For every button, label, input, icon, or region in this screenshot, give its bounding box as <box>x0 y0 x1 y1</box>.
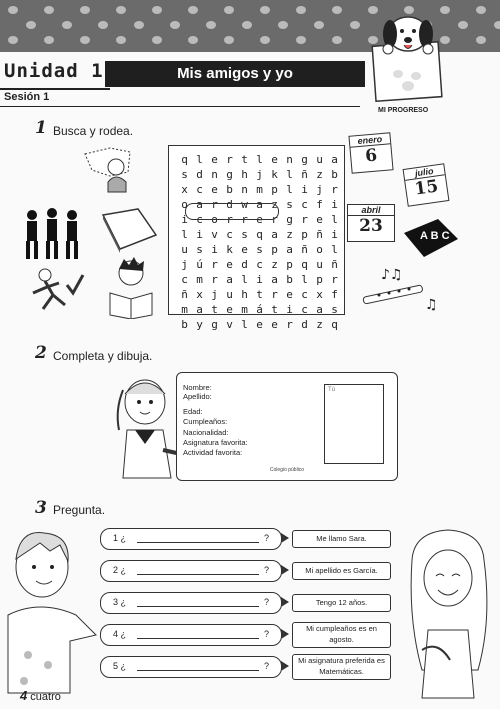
paw-print-icon <box>26 21 36 29</box>
grid-letter[interactable]: r <box>331 273 338 286</box>
grid-letter[interactable]: m <box>181 303 188 316</box>
grid-letter[interactable]: b <box>286 273 293 286</box>
paw-print-icon <box>44 36 54 44</box>
question-row <box>100 592 282 614</box>
unit-label: Unidad 1 <box>4 60 104 82</box>
grid-letter[interactable]: p <box>301 228 308 241</box>
grid-letter[interactable]: l <box>286 168 293 181</box>
grid-letter[interactable]: r <box>226 153 233 166</box>
grid-letter[interactable]: a <box>271 273 278 286</box>
photo-label: Tú <box>328 387 336 393</box>
calendar-april <box>347 204 395 242</box>
grid-letter[interactable]: j <box>256 168 263 181</box>
grid-letter[interactable]: ú <box>196 258 203 271</box>
paw-print-icon <box>476 6 486 14</box>
grid-letter[interactable]: b <box>331 168 338 181</box>
grid-letter[interactable]: g <box>286 213 293 226</box>
question-row <box>100 528 282 550</box>
grid-letter[interactable]: r <box>211 273 218 286</box>
grid-letter[interactable]: ñ <box>301 243 308 256</box>
grid-letter[interactable]: s <box>196 243 203 256</box>
circled-word-oval <box>185 203 279 220</box>
grid-letter[interactable]: r <box>211 198 218 211</box>
grid-letter[interactable]: l <box>331 213 338 226</box>
grid-letter[interactable]: e <box>211 183 218 196</box>
photo-box[interactable] <box>324 384 384 464</box>
divider <box>0 88 110 90</box>
grid-letter[interactable]: l <box>241 318 248 331</box>
grid-letter[interactable]: x <box>196 288 203 301</box>
grid-letter[interactable]: t <box>271 303 278 316</box>
grid-letter[interactable]: i <box>301 183 308 196</box>
grid-letter[interactable]: q <box>181 153 188 166</box>
grid-letter[interactable]: c <box>226 228 233 241</box>
answer-box: Mi asignatura preferida es Matemáticas. <box>292 654 391 680</box>
divider <box>0 106 360 107</box>
grid-letter[interactable]: z <box>271 198 278 211</box>
grid-letter[interactable]: b <box>226 183 233 196</box>
grid-letter[interactable]: e <box>286 288 293 301</box>
grid-letter[interactable]: a <box>316 303 323 316</box>
flute-music-icon <box>355 265 455 317</box>
grid-letter[interactable]: a <box>331 153 338 166</box>
page-number: 4 <box>20 688 28 703</box>
grid-letter[interactable]: u <box>181 243 188 256</box>
grid-row <box>177 317 342 332</box>
paw-print-icon <box>134 21 144 29</box>
calendar-month: julio <box>404 164 445 180</box>
paw-print-icon <box>224 36 234 44</box>
paw-print-icon <box>314 21 324 29</box>
question-number: 4 ¿ <box>113 629 127 639</box>
grid-letter[interactable]: c <box>301 303 308 316</box>
grid-letter[interactable]: f <box>316 198 323 211</box>
grid-letter[interactable]: l <box>181 228 188 241</box>
grid-letter[interactable]: u <box>226 288 233 301</box>
grid-letter[interactable]: g <box>301 153 308 166</box>
field-cumpleanos: Cumpleaños: <box>183 417 228 426</box>
grid-letter[interactable]: m <box>196 273 203 286</box>
grid-letter[interactable]: e <box>271 318 278 331</box>
grid-letter[interactable]: c <box>181 273 188 286</box>
grid-letter[interactable]: ñ <box>331 258 338 271</box>
paw-print-icon <box>116 6 126 14</box>
grid-letter[interactable]: y <box>196 318 203 331</box>
page-title: Mis amigos y yo <box>105 61 365 87</box>
dancers-icon <box>18 205 86 263</box>
paw-print-icon <box>296 36 306 44</box>
grid-letter[interactable]: j <box>181 258 188 271</box>
paw-print-icon <box>98 21 108 29</box>
girl-pointing-icon <box>105 370 185 482</box>
page-word: cuatro <box>30 691 61 703</box>
grid-letter[interactable]: ñ <box>301 168 308 181</box>
spain-map-boy-icon <box>80 142 135 194</box>
arrow-right-icon <box>281 565 289 575</box>
paw-print-icon <box>476 36 486 44</box>
grid-letter[interactable]: t <box>211 303 218 316</box>
svg-text:♫: ♫ <box>425 297 438 313</box>
paw-print-icon <box>44 6 54 14</box>
grid-letter[interactable]: l <box>241 273 248 286</box>
grid-letter[interactable]: x <box>181 183 188 196</box>
grid-letter[interactable]: g <box>211 318 218 331</box>
book-letters: A B C <box>420 230 450 242</box>
calendar-month: abril <box>348 205 394 216</box>
grid-letter[interactable]: b <box>181 318 188 331</box>
grid-letter[interactable]: k <box>271 168 278 181</box>
field-actividad: Actividad favorita: <box>183 448 243 457</box>
paw-print-icon <box>206 21 216 29</box>
field-nombre: Nombre: <box>183 383 212 392</box>
grid-letter[interactable]: i <box>196 228 203 241</box>
question-mark: ? <box>264 533 270 543</box>
paw-print-icon <box>188 36 198 44</box>
grid-letter[interactable]: w <box>241 198 248 211</box>
grid-letter[interactable]: c <box>301 288 308 301</box>
progress-label: MI PROGRESO <box>378 107 429 114</box>
grid-letter[interactable]: n <box>241 183 248 196</box>
grid-letter[interactable]: a <box>256 198 263 211</box>
calendar-july <box>403 163 450 206</box>
grid-letter[interactable]: r <box>301 213 308 226</box>
grid-letter[interactable]: h <box>241 168 248 181</box>
grid-letter[interactable]: p <box>286 258 293 271</box>
paw-print-icon <box>116 36 126 44</box>
paw-print-icon <box>152 6 162 14</box>
calendar-day: 6 <box>364 145 379 167</box>
grid-letter[interactable]: c <box>256 258 263 271</box>
grid-letter[interactable]: o <box>211 213 218 226</box>
grid-letter[interactable]: r <box>286 318 293 331</box>
svg-text:♪♫: ♪♫ <box>381 267 403 283</box>
grid-row <box>177 272 342 287</box>
dog-mascot-icon <box>368 4 446 104</box>
paw-print-icon <box>494 21 500 29</box>
arrow-right-icon <box>281 597 289 607</box>
grid-letter[interactable]: ñ <box>316 228 323 241</box>
grid-letter[interactable]: h <box>241 288 248 301</box>
paw-print-icon <box>224 6 234 14</box>
grid-letter[interactable]: u <box>316 153 323 166</box>
grid-letter[interactable]: q <box>331 318 338 331</box>
grid-letter[interactable]: a <box>226 273 233 286</box>
grid-letter[interactable]: z <box>271 258 278 271</box>
grid-letter[interactable]: d <box>196 168 203 181</box>
answer-box: Mi apellido es García. <box>292 562 391 580</box>
grid-letter[interactable]: i <box>331 198 338 211</box>
paw-print-icon <box>296 6 306 14</box>
grid-row <box>177 242 342 257</box>
grid-letter[interactable]: c <box>301 198 308 211</box>
grid-letter[interactable]: v <box>226 318 233 331</box>
grid-letter[interactable]: m <box>256 183 263 196</box>
grid-letter[interactable]: n <box>286 153 293 166</box>
field-apellido: Apellido: <box>183 392 212 401</box>
grid-row <box>177 287 342 302</box>
grid-letter[interactable]: f <box>331 288 338 301</box>
grid-letter[interactable]: q <box>256 228 263 241</box>
grid-letter[interactable]: d <box>241 258 248 271</box>
question-answer-line[interactable] <box>137 638 259 639</box>
grid-letter[interactable]: j <box>211 288 218 301</box>
girl-smiling-icon <box>398 520 498 700</box>
question-number: 3 ¿ <box>113 597 127 607</box>
question-answer-line[interactable] <box>137 670 259 671</box>
grid-letter[interactable]: u <box>316 258 323 271</box>
boy-reading-icon <box>102 257 160 319</box>
question-mark: ? <box>264 565 270 575</box>
question-number: 1 ¿ <box>113 533 127 543</box>
paw-print-icon <box>188 6 198 14</box>
exercise-number: 3 <box>35 498 47 518</box>
question-row <box>100 624 282 646</box>
grid-letter[interactable]: o <box>181 198 188 211</box>
grid-letter[interactable]: á <box>256 303 263 316</box>
grid-letter[interactable]: i <box>181 213 188 226</box>
exercise-number: 1 <box>35 118 47 138</box>
grid-letter[interactable]: r <box>271 213 278 226</box>
grid-letter[interactable]: z <box>316 318 323 331</box>
grid-letter[interactable]: i <box>286 303 293 316</box>
page-footer <box>20 688 61 703</box>
grid-letter[interactable]: v <box>211 228 218 241</box>
grid-letter[interactable]: e <box>211 153 218 166</box>
grid-letter[interactable]: x <box>316 288 323 301</box>
grid-letter[interactable]: e <box>241 243 248 256</box>
grid-letter[interactable]: n <box>211 168 218 181</box>
paw-print-icon <box>62 21 72 29</box>
question-answer-line[interactable] <box>137 606 259 607</box>
id-card <box>176 372 398 481</box>
paw-print-icon <box>332 6 342 14</box>
grid-letter[interactable]: i <box>211 243 218 256</box>
word-search-grid <box>168 145 345 331</box>
abc-book-icon <box>400 215 462 263</box>
runner-icon <box>25 265 87 315</box>
grid-letter[interactable]: r <box>271 288 278 301</box>
boy-pointing-icon <box>0 515 100 695</box>
grid-letter[interactable]: a <box>196 303 203 316</box>
exercise-instruction: Pregunta. <box>53 503 106 517</box>
calendar-day: 23 <box>359 216 383 236</box>
grid-letter[interactable]: m <box>241 303 248 316</box>
grid-row <box>177 152 342 167</box>
paw-print-icon <box>350 21 360 29</box>
grid-letter[interactable]: e <box>256 318 263 331</box>
grid-letter[interactable]: l <box>331 243 338 256</box>
answer-box: Me llamo Sara. <box>292 530 391 548</box>
arrow-right-icon <box>281 661 289 671</box>
question-number: 5 ¿ <box>113 661 127 671</box>
grid-letter[interactable]: t <box>256 288 263 301</box>
question-answer-line[interactable] <box>137 574 259 575</box>
paw-print-icon <box>152 36 162 44</box>
exercise-number: 2 <box>35 343 47 363</box>
grid-letter[interactable]: r <box>211 258 218 271</box>
grid-letter[interactable]: o <box>316 243 323 256</box>
question-mark: ? <box>264 597 270 607</box>
grid-letter[interactable]: i <box>256 273 263 286</box>
grid-letter[interactable]: ñ <box>181 288 188 301</box>
question-answer-line[interactable] <box>137 542 259 543</box>
grid-letter[interactable]: r <box>226 213 233 226</box>
grid-letter[interactable]: s <box>331 303 338 316</box>
grid-row <box>177 257 342 272</box>
grid-letter[interactable]: p <box>271 243 278 256</box>
grid-letter[interactable]: s <box>286 198 293 211</box>
grid-row <box>177 182 342 197</box>
paw-print-icon <box>260 6 270 14</box>
word-search-table <box>177 152 342 332</box>
calendar-month: enero <box>350 133 391 147</box>
grid-letter[interactable]: j <box>316 183 323 196</box>
grid-row <box>177 302 342 317</box>
grid-letter[interactable]: l <box>256 153 263 166</box>
grid-letter[interactable]: i <box>331 228 338 241</box>
question-number: 2 ¿ <box>113 565 127 575</box>
question-row <box>100 560 282 582</box>
field-edad: Edad: <box>183 407 203 416</box>
grid-letter[interactable]: l <box>286 183 293 196</box>
grid-letter[interactable]: s <box>256 243 263 256</box>
card-footer: Colegio público <box>269 467 305 473</box>
paw-print-icon <box>80 6 90 14</box>
paw-print-icon <box>458 21 468 29</box>
calendar-day: 15 <box>413 176 440 200</box>
grid-letter[interactable]: d <box>226 198 233 211</box>
grid-letter[interactable]: p <box>271 183 278 196</box>
grid-letter[interactable]: c <box>196 183 203 196</box>
paw-print-icon <box>332 36 342 44</box>
grid-letter[interactable]: e <box>316 213 323 226</box>
grid-letter[interactable]: k <box>226 243 233 256</box>
grid-letter[interactable]: a <box>196 198 203 211</box>
grid-letter[interactable]: s <box>181 168 188 181</box>
arrow-right-icon <box>281 533 289 543</box>
arrow-right-icon <box>281 629 289 639</box>
paw-print-icon <box>8 6 18 14</box>
exercise-instruction: Busca y rodea. <box>53 124 134 138</box>
session-label: Sesión 1 <box>4 91 50 103</box>
grid-letter[interactable]: e <box>226 303 233 316</box>
question-mark: ? <box>264 629 270 639</box>
grid-letter[interactable]: s <box>241 228 248 241</box>
grid-letter[interactable]: p <box>316 273 323 286</box>
question-mark: ? <box>264 661 270 671</box>
grid-letter[interactable]: a <box>286 243 293 256</box>
grid-letter[interactable]: e <box>256 213 263 226</box>
paw-print-icon <box>170 21 180 29</box>
grid-letter[interactable]: a <box>271 228 278 241</box>
grid-letter[interactable]: q <box>301 258 308 271</box>
question-row <box>100 656 282 678</box>
grid-letter[interactable]: r <box>331 183 338 196</box>
exercise-instruction: Completa y dibuja. <box>53 349 153 363</box>
answer-box: Tengo 12 años. <box>292 594 391 612</box>
grid-letter[interactable]: e <box>271 153 278 166</box>
grid-letter[interactable]: t <box>241 153 248 166</box>
grid-letter[interactable]: z <box>316 168 323 181</box>
grid-letter[interactable]: g <box>226 168 233 181</box>
grid-letter[interactable]: c <box>196 213 203 226</box>
grid-letter[interactable]: e <box>226 258 233 271</box>
paw-print-icon <box>278 21 288 29</box>
field-asignatura: Asignatura favorita: <box>183 438 248 447</box>
grid-letter[interactable]: z <box>286 228 293 241</box>
paw-print-icon <box>80 36 90 44</box>
grid-row <box>177 167 342 182</box>
field-nacionalidad: Nacionalidad: <box>183 428 229 437</box>
paw-print-icon <box>260 36 270 44</box>
grid-letter[interactable]: r <box>241 213 248 226</box>
calendar-january <box>348 132 393 174</box>
book-icon <box>98 205 160 255</box>
grid-letter[interactable]: l <box>301 273 308 286</box>
grid-row <box>177 227 342 242</box>
grid-letter[interactable]: l <box>196 153 203 166</box>
grid-letter[interactable]: d <box>301 318 308 331</box>
answer-box: Mi cumpleaños es en agosto. <box>292 622 391 648</box>
paw-print-icon <box>8 36 18 44</box>
paw-print-icon <box>242 21 252 29</box>
